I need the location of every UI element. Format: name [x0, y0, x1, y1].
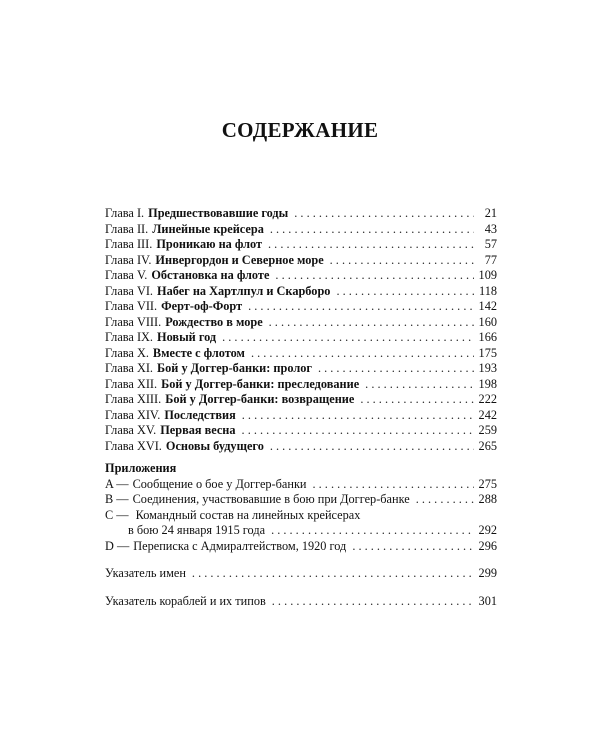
page-number: 175 [478, 345, 497, 360]
index-title: Указатель имен [105, 566, 186, 580]
chapter-number: Глава VII. [105, 299, 158, 313]
dot-leader [270, 222, 474, 238]
chapter-number: Глава IV. [105, 252, 152, 267]
page-number: 265 [478, 438, 497, 453]
page-number: 77 [484, 252, 497, 267]
toc-entry-chapter-1[interactable] [105, 206, 497, 222]
chapter-number: Глава XII. [105, 376, 158, 391]
toc-entry-appendix-b[interactable] [105, 492, 497, 508]
chapter-number: Глава VIII. [105, 314, 162, 329]
chapter-title: Предшествовавшие годы [148, 206, 289, 220]
dot-leader [336, 284, 474, 300]
toc-entry-chapter-8[interactable] [105, 315, 497, 331]
chapter-title: Первая весна [160, 423, 236, 437]
toc-entry-index-names[interactable] [105, 566, 497, 582]
toc-entry-chapter-13[interactable] [105, 392, 497, 408]
appendix-title-line2: в бою 24 января 1915 года [128, 523, 266, 537]
dot-leader [416, 492, 474, 508]
dot-leader [318, 361, 474, 377]
dot-leader [222, 330, 474, 346]
chapter-title: Бой у Доггер-банки: возвращение [165, 392, 355, 406]
chapter-title: Бой у Доггер-банки: пролог [157, 361, 312, 375]
chapter-title: Проникаю на флот [156, 237, 263, 251]
toc-entry-chapter-10[interactable] [105, 346, 497, 362]
toc-entry-chapter-14[interactable] [105, 408, 497, 424]
appendix-code: C — [105, 507, 129, 522]
index-title: Указатель кораблей и их типов [105, 593, 266, 608]
toc-entry-chapter-9[interactable] [105, 330, 497, 346]
dot-leader [248, 299, 474, 315]
dot-leader [242, 408, 474, 424]
appendix-title: Соединения, участвовавшие в бою при Доггер-банке [132, 492, 410, 506]
page-number: 193 [478, 361, 497, 375]
toc-entry-appendix-a[interactable] [105, 477, 497, 493]
dot-leader [330, 253, 474, 269]
page-number: 301 [478, 593, 497, 608]
appendix-code: D — [105, 538, 130, 553]
chapter-number: Глава IX. [105, 330, 154, 344]
page-number: 222 [478, 392, 497, 406]
chapter-title: Последствия [164, 407, 236, 422]
chapter-number: Глава V. [105, 268, 148, 282]
toc-entry-chapter-7[interactable] [105, 299, 497, 315]
page-number: 296 [478, 538, 497, 553]
appendix-code: A — [105, 476, 129, 491]
page-number: 160 [478, 314, 497, 329]
chapter-number: Глава I. [105, 206, 145, 220]
table-of-contents [105, 206, 497, 609]
spacer [105, 554, 497, 566]
chapter-title: Рождество в море [165, 314, 263, 329]
dot-leader [270, 439, 474, 455]
chapter-number: Глава XI. [105, 361, 154, 375]
dot-leader [313, 477, 475, 493]
dot-leader [242, 423, 474, 439]
dot-leader [269, 315, 474, 331]
dot-leader [275, 268, 474, 284]
chapter-title: Ферт-оф-Форт [161, 299, 243, 313]
spacer [105, 582, 497, 594]
page-number: 43 [484, 221, 497, 236]
toc-entry-appendix-c[interactable] [105, 508, 497, 539]
chapter-title: Набег на Хартлпул и Скарборо [157, 283, 331, 298]
toc-entry-chapter-16[interactable] [105, 439, 497, 455]
appendix-title: Переписка с Адмиралтейством, 1920 год [133, 538, 347, 553]
toc-entry-appendix-d[interactable] [105, 539, 497, 555]
toc-entry-index-ships[interactable] [105, 594, 497, 610]
chapter-title: Линейные крейсера [152, 221, 264, 236]
dot-leader [365, 377, 474, 393]
page-number: 198 [478, 376, 497, 391]
toc-entry-chapter-4[interactable] [105, 253, 497, 269]
dot-leader [271, 523, 474, 539]
chapter-title: Новый год [157, 330, 217, 344]
page-number: 21 [484, 206, 497, 220]
toc-entry-chapter-5[interactable] [105, 268, 497, 284]
chapter-number: Глава II. [105, 221, 149, 236]
toc-entry-chapter-15[interactable] [105, 423, 497, 439]
dot-leader [294, 206, 474, 222]
page-number: 288 [478, 492, 497, 506]
dot-leader [251, 346, 474, 362]
page-number: 275 [478, 476, 497, 491]
chapter-title: Обстановка на флоте [151, 268, 270, 282]
dot-leader [192, 566, 474, 582]
toc-entry-chapter-6[interactable] [105, 284, 497, 300]
chapter-title: Вместе с флотом [152, 345, 245, 360]
appendices-heading: Приложения [105, 461, 177, 475]
dot-leader [268, 237, 474, 253]
appendix-code: B — [105, 492, 129, 506]
chapter-number: Глава III. [105, 237, 153, 251]
toc-entry-chapter-11[interactable] [105, 361, 497, 377]
chapter-title: Бой у Доггер-банки: преследование [161, 376, 360, 391]
page-number: 292 [478, 523, 497, 537]
dot-leader [272, 594, 474, 610]
page-number: 142 [478, 299, 497, 313]
chapter-number: Глава XIV. [105, 407, 161, 422]
toc-entry-chapter-2[interactable] [105, 222, 497, 238]
page-title: СОДЕРЖАНИЕ [221, 118, 379, 142]
appendix-title-line1: Командный состав на линейных крейсерах [135, 507, 361, 522]
chapter-number: Глава XV. [105, 423, 157, 437]
appendix-title: Сообщение о бое у Доггер-банки [132, 476, 307, 491]
chapter-title: Основы будущего [165, 438, 264, 453]
dot-leader [352, 539, 474, 555]
chapter-number: Глава XVI. [105, 438, 162, 453]
page-number: 109 [478, 268, 497, 282]
page-number: 57 [484, 237, 497, 251]
chapter-title: Инвергордон и Северное море [155, 252, 324, 267]
page-number: 118 [479, 283, 497, 298]
chapter-number: Глава XIII. [105, 392, 162, 406]
dot-leader [360, 392, 474, 408]
page-number: 242 [478, 407, 497, 422]
chapter-number: Глава VI. [105, 283, 154, 298]
chapter-number: Глава X. [105, 345, 149, 360]
toc-entry-chapter-3[interactable] [105, 237, 497, 253]
toc-entry-chapter-12[interactable] [105, 377, 497, 393]
page-number: 259 [478, 423, 497, 437]
page-number: 299 [478, 566, 497, 580]
page-number: 166 [478, 330, 497, 344]
